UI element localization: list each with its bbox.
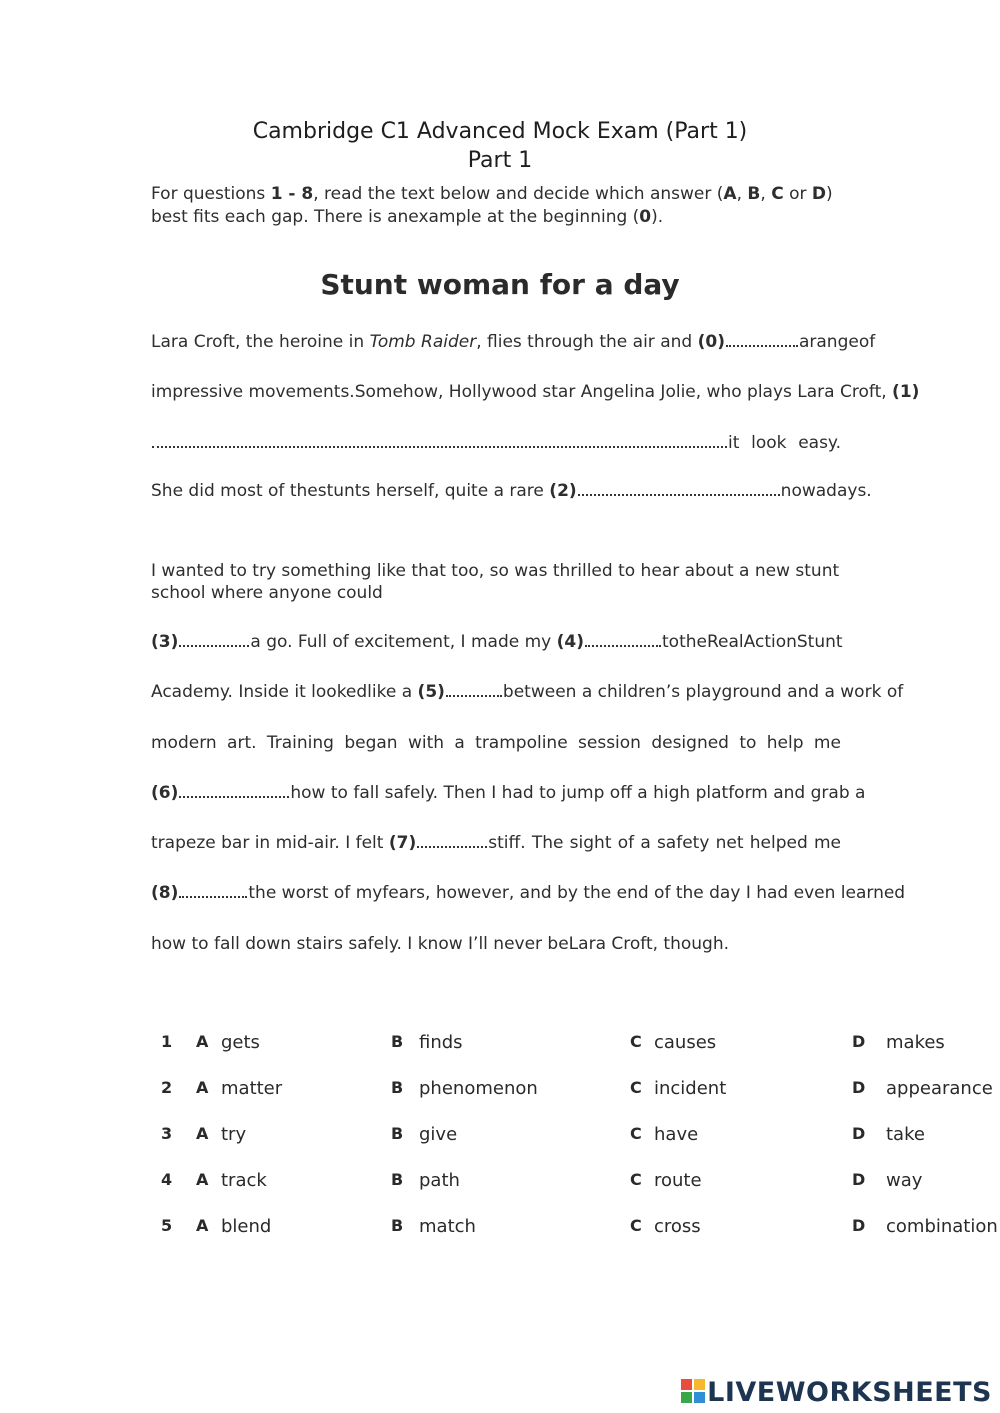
- text-line-8: modern art. Training began with a trampoline session designed to help me: [151, 733, 841, 753]
- option-b[interactable]: match: [419, 1216, 476, 1237]
- gap-0[interactable]: [726, 331, 798, 347]
- option-a[interactable]: try: [221, 1124, 247, 1145]
- question-number: 4: [161, 1170, 173, 1189]
- gap-label-0: (0): [697, 332, 725, 352]
- question-number: 5: [161, 1216, 173, 1235]
- option-row-4: 4 A track B path C route D way: [161, 1170, 923, 1191]
- gap-5[interactable]: [446, 681, 502, 697]
- gap-6[interactable]: [179, 782, 289, 798]
- option-row-2: 2 A matter B phenomenon C incident D appearance: [161, 1078, 993, 1099]
- gap-3[interactable]: [179, 631, 249, 647]
- gap-label-1: (1): [892, 382, 920, 402]
- gap-label-6: (6): [151, 783, 179, 803]
- option-row-1: 1 A gets B finds C causes D makes: [161, 1032, 945, 1053]
- gap-4[interactable]: [585, 631, 661, 647]
- option-d[interactable]: appearance: [886, 1078, 993, 1099]
- option-d[interactable]: makes: [886, 1032, 945, 1053]
- article-heading: Stunt woman for a day: [320, 268, 680, 301]
- text-line-9: (6) how to fall safely. Then I had to jump off a high platform and grab a: [151, 783, 866, 803]
- option-c[interactable]: have: [654, 1124, 699, 1145]
- gap-1[interactable]: [152, 432, 727, 448]
- text-line-11: (8) the worst of myfears, however, and by the end of the day I had even learned: [151, 883, 906, 903]
- liveworksheets-logo-icon: [681, 1379, 705, 1403]
- option-b[interactable]: finds: [419, 1032, 463, 1053]
- text-line-3: it look easy.: [151, 432, 841, 454]
- gap-7[interactable]: [417, 832, 487, 848]
- gap-2[interactable]: [578, 480, 780, 496]
- option-row-3: 3 A try B give C have D take: [161, 1124, 925, 1145]
- option-c[interactable]: incident: [654, 1078, 727, 1099]
- option-d[interactable]: take: [886, 1124, 925, 1145]
- option-b[interactable]: give: [419, 1124, 458, 1145]
- text-line-2: impressive movements.Somehow, Hollywood star Angelina Jolie, who plays Lara Croft, (1): [151, 382, 920, 402]
- gap-label-2: (2): [549, 481, 577, 501]
- option-d[interactable]: combination: [886, 1216, 998, 1237]
- exam-title: Cambridge C1 Advanced Mock Exam (Part 1): [252, 119, 748, 144]
- option-a[interactable]: blend: [221, 1216, 272, 1237]
- gap-label-7: (7): [388, 833, 417, 853]
- gap-label-3: (3): [151, 632, 179, 652]
- gap-8[interactable]: [179, 882, 247, 898]
- question-number: 2: [161, 1078, 173, 1097]
- question-number: 1: [161, 1032, 173, 1051]
- option-d[interactable]: way: [886, 1170, 923, 1191]
- text-line-1: Lara Croft, the heroine in Tomb Raider, flies through the air and (0) a range of: [151, 332, 876, 352]
- option-a[interactable]: matter: [221, 1078, 283, 1099]
- option-c[interactable]: cross: [654, 1216, 701, 1237]
- option-b[interactable]: phenomenon: [419, 1078, 538, 1099]
- option-row-5: 5 A blend B match C cross D combination: [161, 1216, 998, 1237]
- gap-label-5: (5): [417, 682, 445, 702]
- text-line-7: Academy. Inside it lookedlike a (5) between a children’s playground and a work of: [151, 682, 904, 702]
- option-c[interactable]: route: [654, 1170, 702, 1191]
- option-a[interactable]: gets: [221, 1032, 260, 1053]
- option-c[interactable]: causes: [654, 1032, 717, 1053]
- part-label: Part 1: [467, 148, 533, 173]
- question-number: 3: [161, 1124, 173, 1143]
- text-line-6: (3) a go. Full of excitement, I made my (4) to the Real Action Stunt: [151, 632, 843, 652]
- text-line-12: how to fall down stairs safely. I know I’ll never beLara Croft, though.: [151, 934, 730, 954]
- gap-label-4: (4): [556, 632, 584, 652]
- option-b[interactable]: path: [419, 1170, 460, 1191]
- option-a[interactable]: track: [221, 1170, 267, 1191]
- instructions: For questions 1 - 8, read the text below and decide which answer (A, B, C or D) best fits each gap. There is anexample at the beginning (0).: [151, 184, 833, 227]
- text-line-10: trapeze bar in mid-air. I felt (7) stiff. The sight of a safety net helped me: [151, 833, 841, 853]
- gap-label-8: (8): [151, 883, 179, 903]
- text-line-4: She did most of thestunts herself, quite a rare (2) nowadays.: [151, 481, 872, 501]
- liveworksheets-logo: LIVEWORKSHEETS: [681, 1377, 992, 1408]
- text-paragraph-2: I wanted to try something like that too, so was thrilled to hear about a new stunt school where anyone could: [151, 561, 840, 603]
